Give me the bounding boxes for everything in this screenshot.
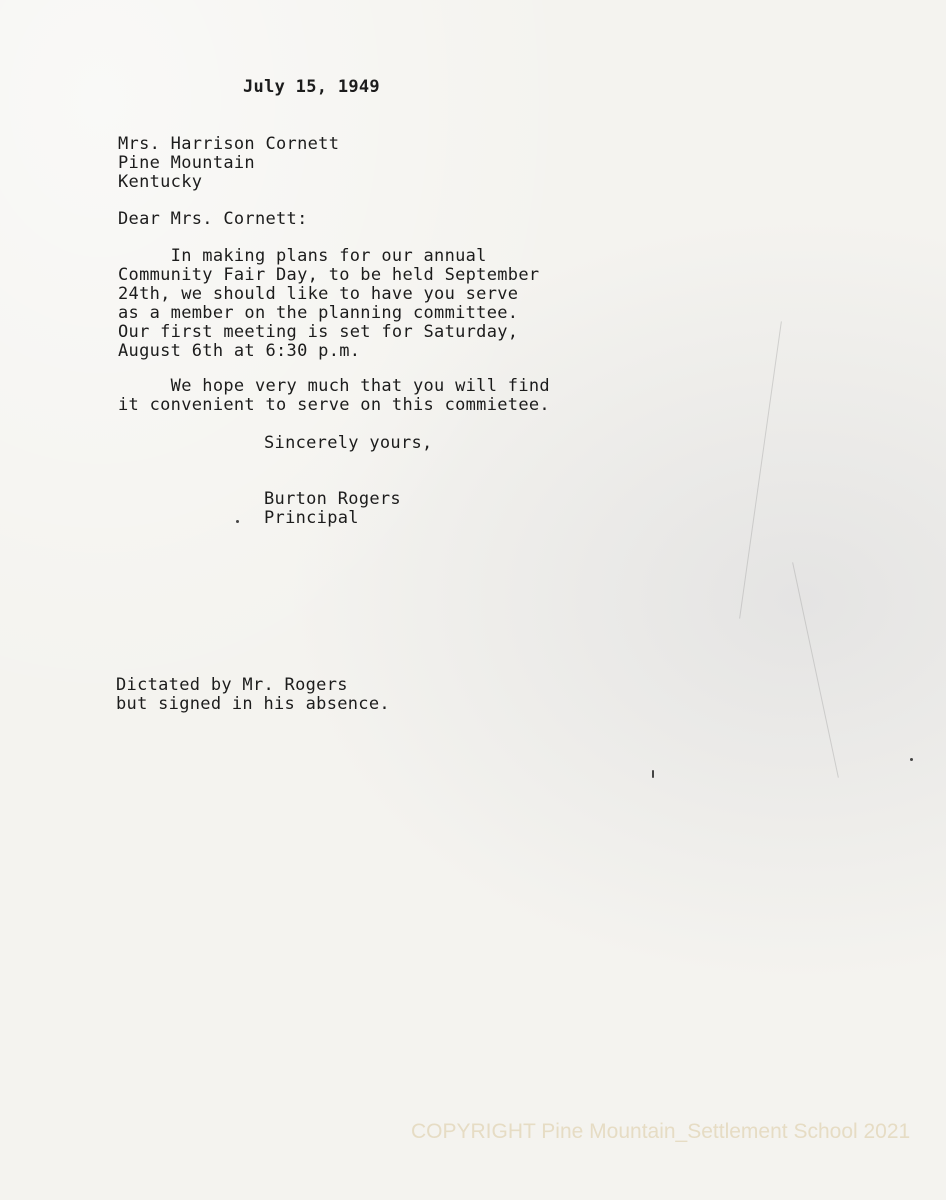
paper-crease bbox=[792, 562, 839, 777]
ink-speck bbox=[652, 770, 654, 778]
paragraph-line: as a member on the planning committee. bbox=[118, 303, 519, 323]
paragraph-line: In making plans for our annual bbox=[118, 246, 487, 266]
closing: Sincerely yours, bbox=[264, 433, 433, 453]
dictation-note-line: Dictated by Mr. Rogers bbox=[116, 675, 348, 695]
paragraph-line: it convenient to serve on this commietee. bbox=[118, 395, 550, 415]
copyright-watermark: COPYRIGHT Pine Mountain_Settlement School 2021 bbox=[411, 1120, 911, 1143]
recipient-line3: Kentucky bbox=[118, 172, 203, 192]
dictation-note-line: but signed in his absence. bbox=[116, 694, 390, 714]
paragraph-line: We hope very much that you will find bbox=[118, 376, 550, 396]
paragraph-line: Our first meeting is set for Saturday, bbox=[118, 322, 519, 342]
recipient-line2: Pine Mountain bbox=[118, 153, 255, 173]
paragraph-line: 24th, we should like to have you serve bbox=[118, 284, 519, 304]
ink-speck bbox=[236, 520, 239, 523]
salutation: Dear Mrs. Cornett: bbox=[118, 209, 308, 229]
signer-title: Principal bbox=[264, 508, 359, 528]
paper-crease bbox=[739, 321, 782, 618]
letter-date: July 15, 1949 bbox=[243, 77, 380, 97]
paragraph-line: Community Fair Day, to be held September bbox=[118, 265, 540, 285]
recipient-name: Mrs. Harrison Cornett bbox=[118, 134, 340, 154]
paragraph-line: August 6th at 6:30 p.m. bbox=[118, 341, 361, 361]
ink-speck bbox=[910, 758, 913, 761]
signer-name: Burton Rogers bbox=[264, 489, 401, 509]
